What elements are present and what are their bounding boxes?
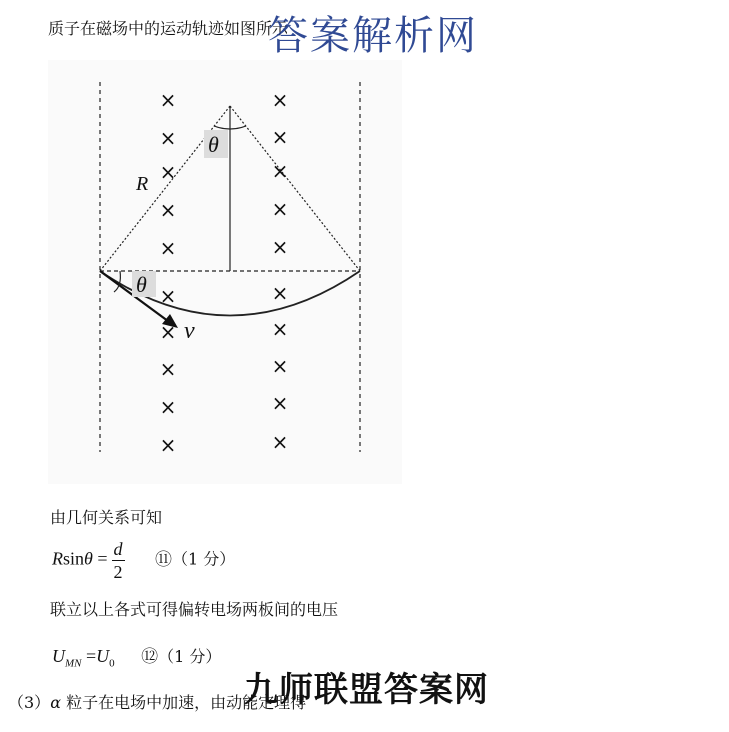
field-mark: × bbox=[159, 357, 177, 381]
eq12-sub-mn: MN bbox=[65, 657, 82, 670]
field-mark: × bbox=[159, 126, 177, 150]
field-mark: × bbox=[159, 236, 177, 260]
field-mark: × bbox=[271, 281, 289, 305]
field-mark: × bbox=[271, 317, 289, 341]
trajectory-diagram bbox=[48, 60, 402, 484]
eq12-u0: U bbox=[96, 646, 110, 666]
label-angle-top: θ bbox=[208, 132, 219, 157]
trajectory-figure bbox=[48, 60, 402, 484]
eq11-r: R bbox=[52, 548, 63, 569]
eq11-theta: θ bbox=[84, 548, 93, 569]
field-mark: × bbox=[159, 198, 177, 222]
eq12-score: （1 分） bbox=[158, 647, 222, 666]
step-geometry: 由几何关系可知 bbox=[50, 508, 163, 527]
watermark-bottom: 九师联盟答案网 bbox=[244, 670, 489, 710]
radius-right bbox=[230, 106, 360, 271]
eq12-equals: = bbox=[86, 646, 97, 666]
equation-12 bbox=[52, 642, 221, 670]
equation-11 bbox=[52, 538, 235, 583]
field-mark: × bbox=[159, 284, 177, 308]
field-mark: × bbox=[159, 320, 177, 344]
label-radius: R bbox=[136, 173, 149, 195]
field-mark: × bbox=[271, 430, 289, 454]
eq11-denominator: 2 bbox=[113, 562, 123, 582]
label-angle-bottom: θ bbox=[136, 272, 147, 297]
eq12-sub-0: 0 bbox=[109, 657, 115, 670]
field-mark: × bbox=[271, 391, 289, 415]
eq11-score: （1 分） bbox=[172, 549, 236, 569]
field-mark: × bbox=[159, 160, 177, 184]
field-mark: × bbox=[271, 125, 289, 149]
eq11-mark: ⑪ bbox=[155, 549, 173, 569]
field-mark: × bbox=[271, 197, 289, 221]
eq12-u: U bbox=[52, 646, 65, 666]
eq11-fraction bbox=[112, 538, 125, 583]
part3-text: 粒子在电场中加速，由动能定理得 bbox=[61, 693, 307, 712]
watermark-top: 答案解析网 bbox=[268, 13, 478, 59]
part3-index: （3） bbox=[8, 693, 51, 712]
part3-alpha: α bbox=[50, 693, 61, 712]
field-mark: × bbox=[159, 88, 177, 112]
eq11-equals: = bbox=[97, 548, 108, 569]
step-combine: 联立以上各式可得偏转电场两板间的电压 bbox=[50, 600, 339, 619]
eq11-sin: sin bbox=[63, 548, 85, 569]
eq11-numerator: d bbox=[113, 539, 123, 559]
field-mark: × bbox=[159, 395, 177, 419]
field-mark: × bbox=[271, 159, 289, 183]
eq12-mark: ⑫ bbox=[141, 647, 159, 666]
field-mark: × bbox=[271, 235, 289, 259]
field-mark: × bbox=[159, 433, 177, 457]
field-mark: × bbox=[271, 88, 289, 112]
field-mark: × bbox=[271, 354, 289, 378]
label-velocity: v bbox=[184, 318, 195, 344]
header-line: 质子在磁场中的运动轨迹如图所示 bbox=[48, 19, 289, 38]
